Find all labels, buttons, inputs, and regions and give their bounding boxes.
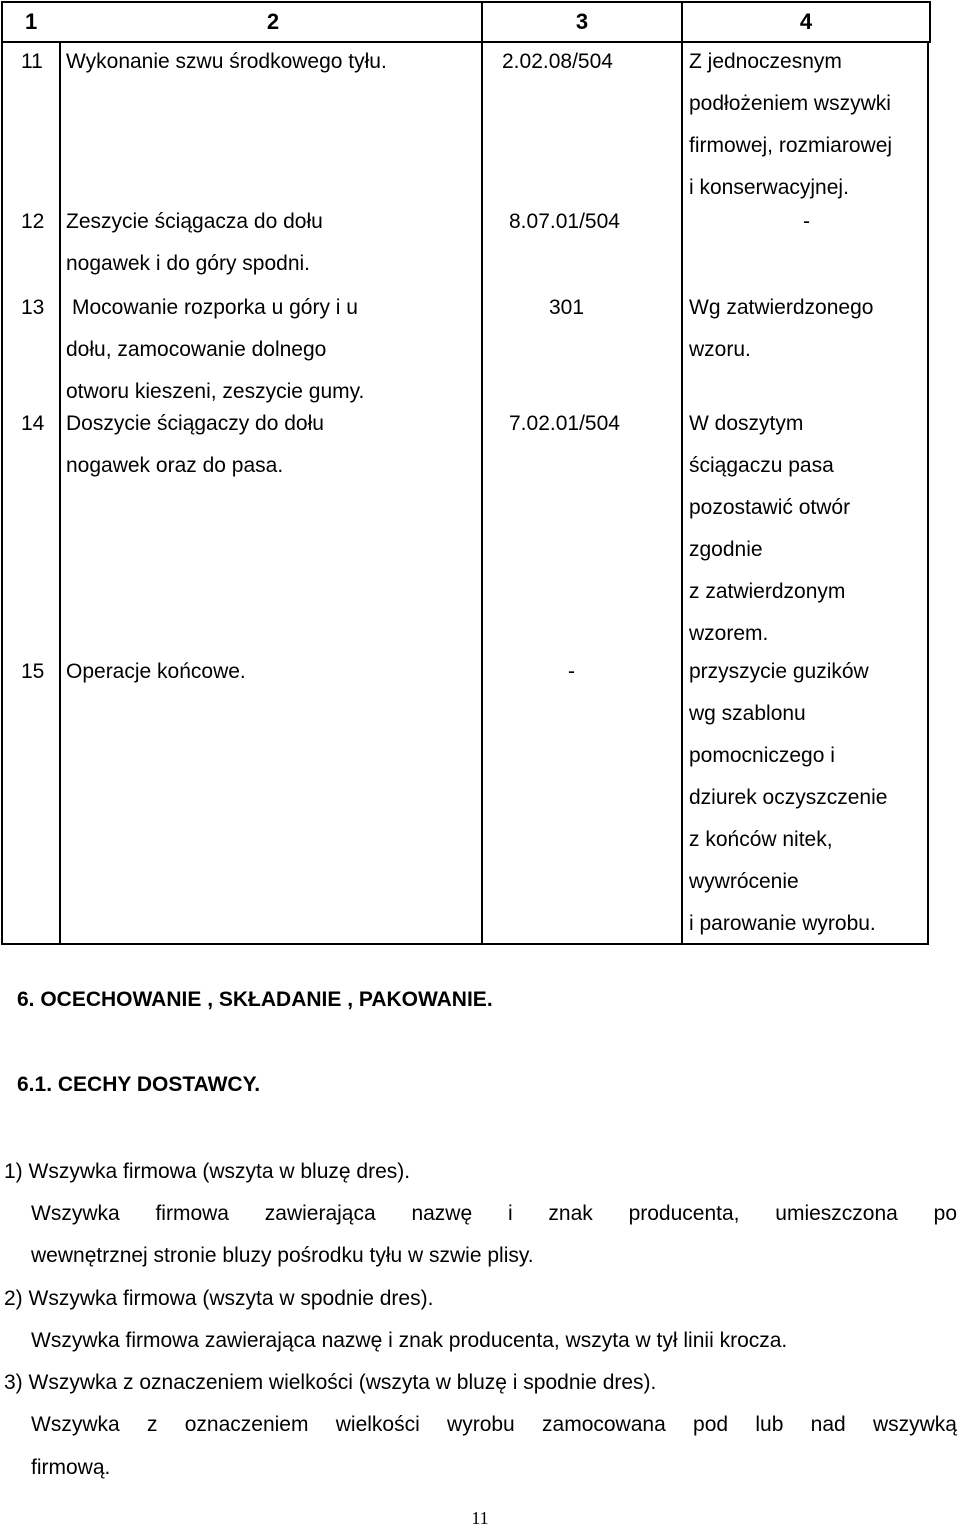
- operation-description: Mocowanie rozporka u góry i u: [72, 296, 358, 319]
- operation-number: 14: [21, 412, 45, 435]
- operations-table: [1, 1, 931, 43]
- item-body: Wszywka z oznaczeniem wielkości wyrobu zamocowana pod lub nad wszywką: [31, 1413, 957, 1436]
- machine-code: 8.07.01/504: [509, 210, 620, 233]
- item-body: wewnętrznej stronie bluzy pośrodku tyłu w szwie plisy.: [31, 1244, 534, 1267]
- operation-note: zgodnie: [689, 538, 763, 561]
- header-col-2: 2: [266, 9, 280, 34]
- item-title: 3) Wszywka z oznaczeniem wielkości (wszyta w bluzę i spodnie dres).: [4, 1371, 657, 1394]
- machine-code: 7.02.01/504: [509, 412, 620, 435]
- operation-note: pozostawić otwór: [689, 496, 851, 519]
- operation-description: nogawek oraz do pasa.: [66, 454, 284, 477]
- operation-description: Zeszycie ściągacza do dołu: [66, 210, 323, 233]
- header-col-3: 3: [482, 2, 682, 42]
- operation-number: 11: [21, 50, 43, 73]
- item-title: 2) Wszywka firmowa (wszyta w spodnie dres).: [4, 1287, 434, 1310]
- operation-note: przyszycie guzików: [689, 660, 869, 683]
- machine-code: -: [568, 660, 575, 683]
- operation-note: firmowej, rozmiarowej: [689, 134, 893, 157]
- column-divider: [481, 41, 483, 943]
- section-subheading: 6.1. CECHY DOSTAWCY.: [17, 1073, 261, 1096]
- header-cell-1-2: [2, 2, 482, 42]
- column-divider: [59, 41, 61, 943]
- operation-note: pomocniczego i: [689, 744, 835, 767]
- machine-code: 301: [549, 296, 585, 319]
- operation-note: W doszytym: [689, 412, 804, 435]
- operation-note: Z jednoczesnym: [689, 50, 842, 73]
- column-divider: [681, 41, 683, 943]
- operation-note: wywrócenie: [689, 870, 799, 893]
- operation-description: dołu, zamocowanie dolnego: [66, 338, 327, 361]
- item-body: Wszywka firmowa zawierająca nazwę i znak producenta, umieszczona po: [31, 1202, 957, 1225]
- operation-description: Wykonanie szwu środkowego tyłu.: [66, 50, 387, 73]
- header-col-1: 1: [25, 9, 38, 34]
- operation-number: 15: [21, 660, 45, 683]
- section-heading: 6. OCECHOWANIE , SKŁADANIE , PAKOWANIE.: [17, 988, 493, 1011]
- operation-description: Doszycie ściągaczy do dołu: [66, 412, 324, 435]
- operation-description: otworu kieszeni, zeszycie gumy.: [66, 380, 365, 403]
- header-col-4: 4: [682, 2, 930, 42]
- operation-note: podłożeniem wszywki: [689, 92, 891, 115]
- operation-note: z zatwierdzonym: [689, 580, 846, 603]
- operation-note: dziurek oczyszczenie: [689, 786, 888, 809]
- item-title: 1) Wszywka firmowa (wszyta w bluzę dres).: [4, 1160, 411, 1183]
- table-header-row: [2, 2, 930, 42]
- machine-code: 2.02.08/504: [502, 50, 613, 73]
- operation-note: Wg zatwierdzonego: [689, 296, 874, 319]
- operation-note: ściągaczu pasa: [689, 454, 834, 477]
- operation-note: i konserwacyjnej.: [689, 176, 849, 199]
- operation-note: wzorem.: [689, 622, 769, 645]
- operation-note: i parowanie wyrobu.: [689, 912, 876, 935]
- operation-description: Operacje końcowe.: [66, 660, 246, 683]
- operation-note: -: [803, 210, 810, 233]
- item-body: firmową.: [31, 1456, 111, 1479]
- operation-note: wg szablonu: [689, 702, 806, 725]
- operation-description: nogawek i do góry spodni.: [66, 252, 310, 275]
- operation-note: z końców nitek,: [689, 828, 833, 851]
- operation-number: 12: [21, 210, 45, 233]
- operation-note: wzoru.: [689, 338, 751, 361]
- item-body: Wszywka firmowa zawierająca nazwę i znak producenta, wszyta w tył linii krocza.: [31, 1329, 788, 1352]
- operation-number: 13: [21, 296, 45, 319]
- page-number: 11: [471, 1508, 489, 1528]
- operations-table-body: [1, 41, 929, 945]
